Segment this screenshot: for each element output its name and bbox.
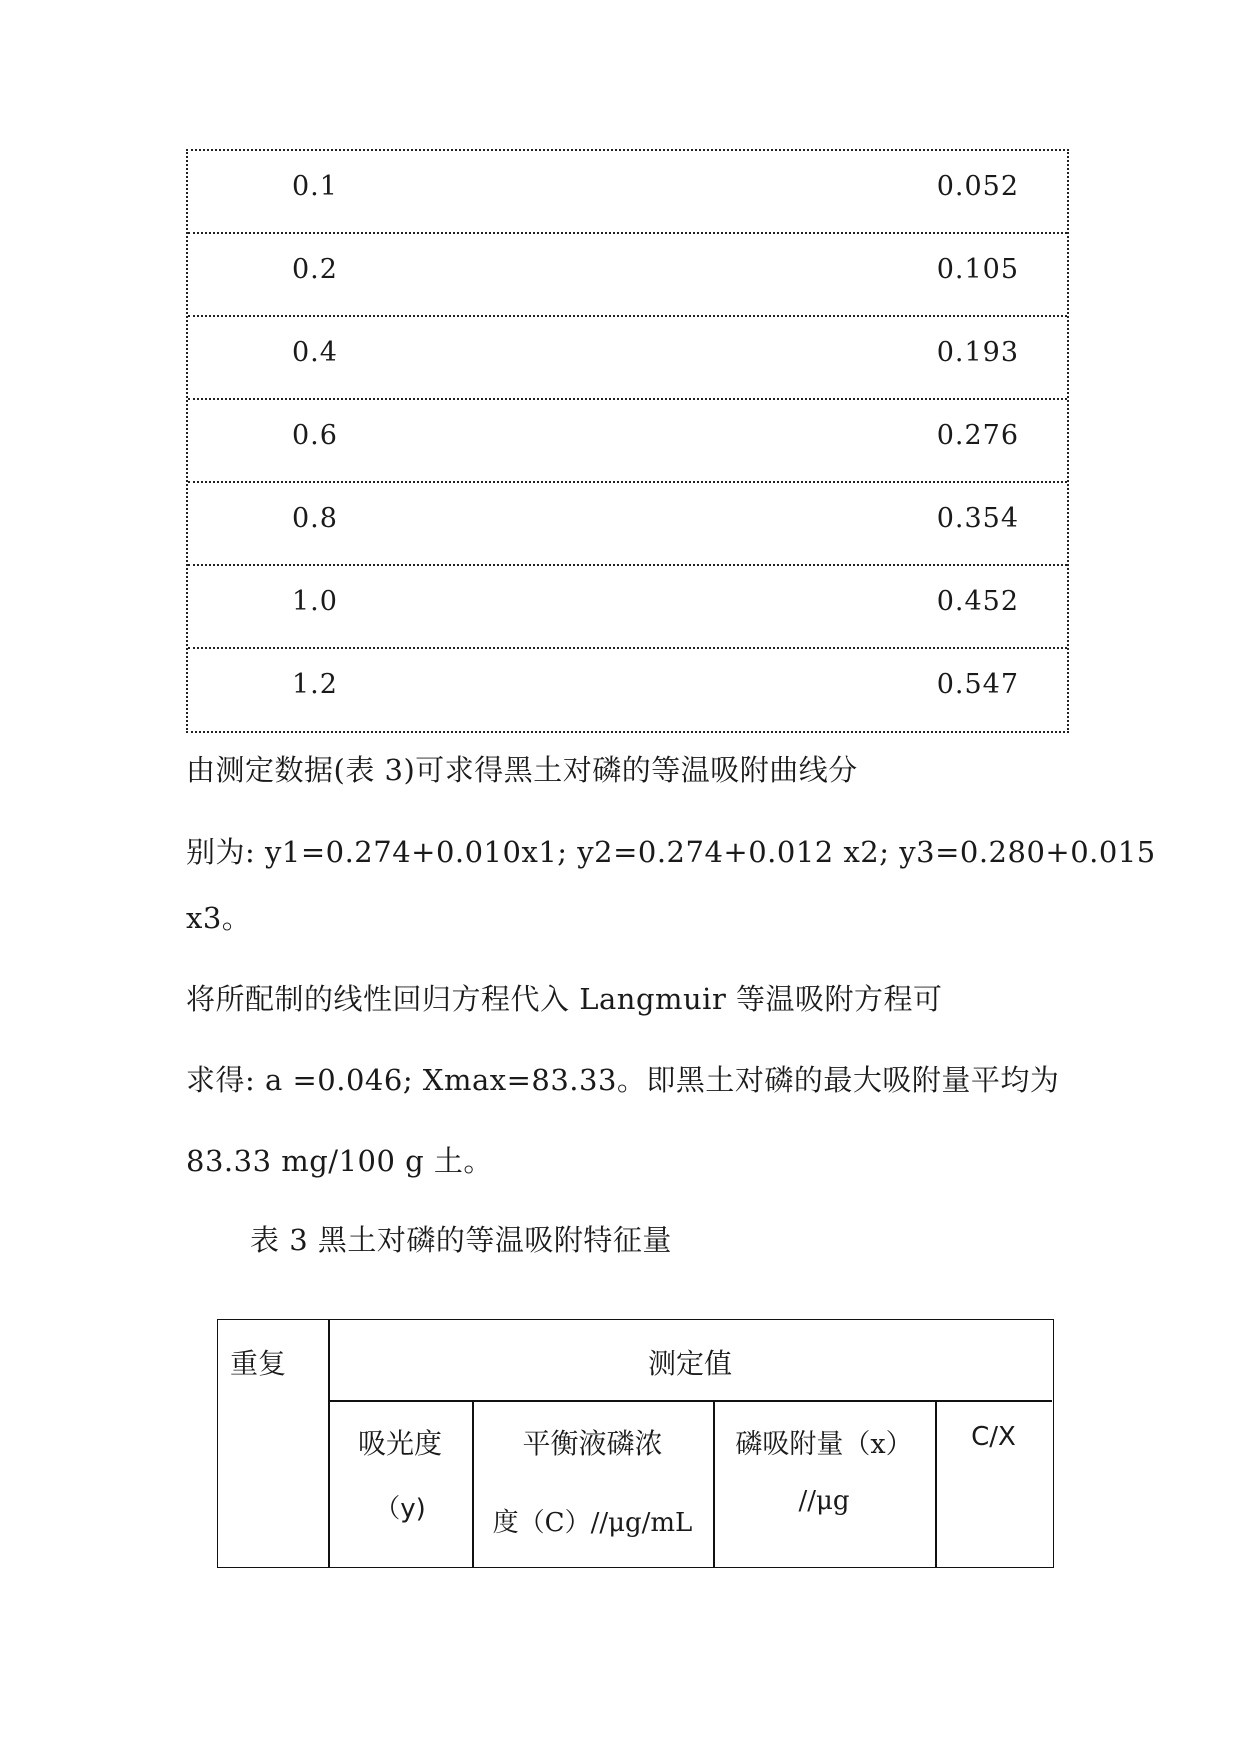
col-concentration-line2: 度（C）//μg/mL: [492, 1508, 693, 1538]
table-cell-right: 0.105: [936, 254, 1019, 285]
paragraph-line: 由测定数据(表 3)可求得黑土对磷的等温吸附曲线分: [186, 753, 858, 787]
col-cx: C/X: [971, 1422, 1016, 1452]
table-row: [188, 234, 1067, 317]
table-cell-right: 0.354: [936, 503, 1019, 534]
table-caption: 表 3 黑土对磷的等温吸附特征量: [250, 1223, 672, 1257]
table-cell-right: 0.547: [936, 669, 1019, 700]
table-cell-left: 0.2: [292, 254, 338, 285]
table-row: [188, 649, 1067, 731]
header-measured: 测定值: [647, 1347, 732, 1380]
table-cell-right: 0.452: [936, 586, 1019, 617]
col-adsorption-line1: 磷吸附量（x）: [735, 1429, 913, 1460]
table3: [217, 1319, 1054, 1568]
table-cell-left: 0.1: [292, 171, 338, 202]
table-row: [188, 566, 1067, 649]
table-cell-left: 1.0: [292, 586, 338, 617]
paragraph-line: 将所配制的线性回归方程代入 Langmuir 等温吸附方程可: [186, 982, 943, 1016]
table-cell-left: 0.8: [292, 503, 338, 534]
table-cell-right: 0.052: [936, 171, 1019, 202]
data-table: [186, 149, 1069, 733]
table-row: [188, 317, 1067, 400]
col-absorbance-line1: 吸光度: [357, 1427, 442, 1460]
table-row: [188, 151, 1067, 234]
paragraph-line: 别为: y1=0.274+0.010x1; y2=0.274+0.012 x2; y3=0.280+0.015: [186, 835, 1156, 869]
table-cell-left: 0.4: [292, 337, 338, 368]
paragraph-line: 83.33 mg/100 g 土。: [186, 1144, 493, 1178]
table-row: [188, 483, 1067, 566]
table-cell-right: 0.193: [936, 337, 1019, 368]
col-adsorption-line2: //μg: [798, 1486, 850, 1516]
table-row: [188, 400, 1067, 483]
table-cell-left: 1.2: [292, 669, 338, 700]
table-cell-right: 0.276: [936, 420, 1019, 451]
paragraph-line: x3。: [186, 901, 252, 935]
paragraph-line: 求得: a =0.046; Xmax=83.33。即黑土对磷的最大吸附量平均为: [186, 1063, 1060, 1097]
col-concentration-line1: 平衡液磷浓: [522, 1427, 663, 1460]
table-divider: [328, 1400, 1052, 1402]
table-cell-left: 0.6: [292, 420, 338, 451]
header-repeat: 重复: [230, 1347, 287, 1380]
col-absorbance-line2: （y): [374, 1494, 426, 1524]
